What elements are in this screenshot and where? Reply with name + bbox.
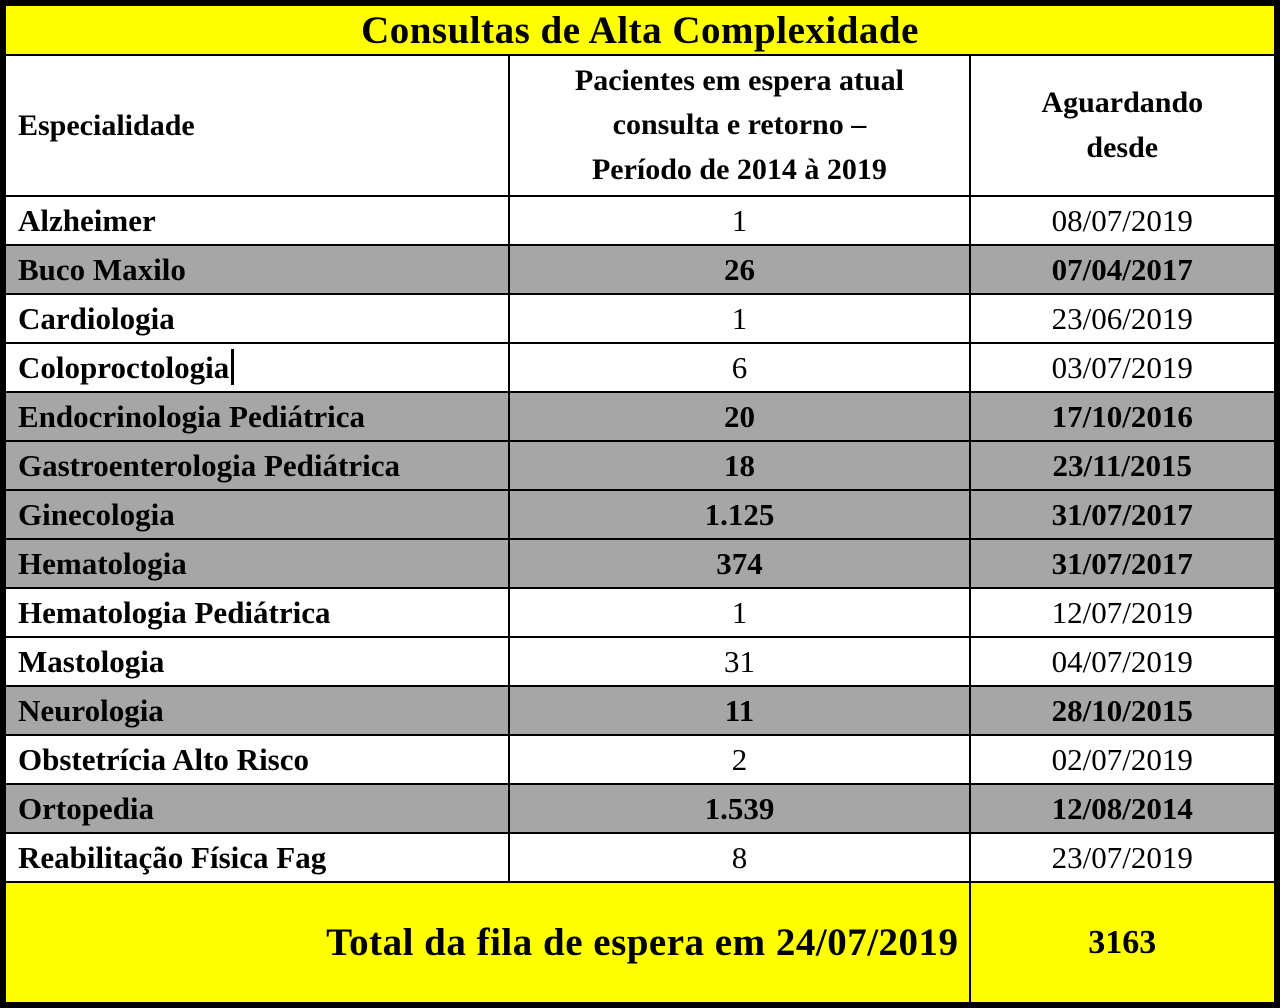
table-row-alzheimer xyxy=(3,196,1277,245)
patients-count-cell[interactable]: 31 xyxy=(509,637,969,686)
patients-count-cell[interactable]: 1 xyxy=(509,196,969,245)
specialty-cell[interactable]: Obstetrícia Alto Risco xyxy=(3,735,509,784)
patients-count-cell[interactable]: 6 xyxy=(509,343,969,392)
patients-count-cell[interactable]: 20 xyxy=(509,392,969,441)
column-header-pacientes[interactable] xyxy=(509,55,969,196)
patients-count-cell[interactable]: 1 xyxy=(509,588,969,637)
table-row-buco-maxilo xyxy=(3,245,1277,294)
specialty-cell[interactable]: Ginecologia xyxy=(3,490,509,539)
specialty-cell[interactable]: Hematologia Pediátrica xyxy=(3,588,509,637)
specialty-cell[interactable]: Gastroenterologia Pediátrica xyxy=(3,441,509,490)
waiting-since-cell[interactable]: 23/06/2019 xyxy=(970,294,1277,343)
table-row-ginecologia xyxy=(3,490,1277,539)
column-header-aguardando[interactable] xyxy=(970,55,1277,196)
table-row-coloproctologia xyxy=(3,343,1277,392)
table-row-reabilitacao-fisica-fag xyxy=(3,833,1277,882)
total-value[interactable]: 3163 xyxy=(970,882,1277,1005)
table-row-hematologia-pediatrica xyxy=(3,588,1277,637)
patients-count-cell[interactable]: 1.125 xyxy=(509,490,969,539)
table-row-ortopedia xyxy=(3,784,1277,833)
total-label[interactable]: Total da fila de espera em 24/07/2019 xyxy=(3,882,970,1005)
waiting-since-cell[interactable]: 12/08/2014 xyxy=(970,784,1277,833)
waiting-since-cell[interactable]: 31/07/2017 xyxy=(970,539,1277,588)
waiting-since-cell[interactable]: 07/04/2017 xyxy=(970,245,1277,294)
patients-count-cell[interactable]: 8 xyxy=(509,833,969,882)
waiting-since-cell[interactable]: 17/10/2016 xyxy=(970,392,1277,441)
table-total-row xyxy=(3,882,1277,1005)
patients-count-cell[interactable]: 26 xyxy=(509,245,969,294)
patients-count-cell[interactable]: 1.539 xyxy=(509,784,969,833)
column-header-pacientes-line1: Pacientes em espera atual xyxy=(574,63,904,97)
waiting-since-cell[interactable]: 31/07/2017 xyxy=(970,490,1277,539)
specialty-cell[interactable] xyxy=(3,343,509,392)
specialty-cell[interactable]: Reabilitação Física Fag xyxy=(3,833,509,882)
waiting-since-cell[interactable]: 12/07/2019 xyxy=(970,588,1277,637)
column-header-aguardando-line2: desde xyxy=(1086,130,1159,164)
specialty-cell[interactable]: Buco Maxilo xyxy=(3,245,509,294)
patients-count-cell[interactable]: 374 xyxy=(509,539,969,588)
specialty-label: Coloproctologia xyxy=(18,349,230,385)
specialty-cell[interactable]: Mastologia xyxy=(3,637,509,686)
specialty-cell[interactable]: Alzheimer xyxy=(3,196,509,245)
waiting-since-cell[interactable]: 23/11/2015 xyxy=(970,441,1277,490)
column-header-pacientes-line3: Período de 2014 à 2019 xyxy=(591,152,887,186)
table-header-row xyxy=(3,55,1277,196)
table-row-cardiologia xyxy=(3,294,1277,343)
patients-count-cell[interactable]: 2 xyxy=(509,735,969,784)
column-header-aguardando-line1: Aguardando xyxy=(1041,86,1204,120)
waiting-since-cell[interactable]: 23/07/2019 xyxy=(970,833,1277,882)
text-cursor xyxy=(231,349,234,385)
table-title-row xyxy=(3,3,1277,55)
patients-count-cell[interactable]: 11 xyxy=(509,686,969,735)
patients-count-cell[interactable]: 1 xyxy=(509,294,969,343)
specialty-cell[interactable]: Cardiologia xyxy=(3,294,509,343)
table-row-endocrinologia-pediatrica xyxy=(3,392,1277,441)
column-header-especialidade[interactable]: Especialidade xyxy=(3,55,509,196)
table-row-mastologia xyxy=(3,637,1277,686)
column-header-pacientes-line2: consulta e retorno – xyxy=(612,108,867,142)
table-row-obstetricia-alto-risco xyxy=(3,735,1277,784)
table-row-hematologia xyxy=(3,539,1277,588)
table-row-gastroenterologia-pediatrica xyxy=(3,441,1277,490)
specialty-cell[interactable]: Neurologia xyxy=(3,686,509,735)
waiting-since-cell[interactable]: 02/07/2019 xyxy=(970,735,1277,784)
patients-count-cell[interactable]: 18 xyxy=(509,441,969,490)
table-row-neurologia xyxy=(3,686,1277,735)
waiting-since-cell[interactable]: 03/07/2019 xyxy=(970,343,1277,392)
specialty-cell[interactable]: Hematologia xyxy=(3,539,509,588)
waiting-since-cell[interactable]: 28/10/2015 xyxy=(970,686,1277,735)
waiting-since-cell[interactable]: 04/07/2019 xyxy=(970,637,1277,686)
table-title[interactable]: Consultas de Alta Complexidade xyxy=(3,3,1277,55)
specialty-cell[interactable]: Ortopedia xyxy=(3,784,509,833)
specialty-cell[interactable]: Endocrinologia Pediátrica xyxy=(3,392,509,441)
waiting-since-cell[interactable]: 08/07/2019 xyxy=(970,196,1277,245)
